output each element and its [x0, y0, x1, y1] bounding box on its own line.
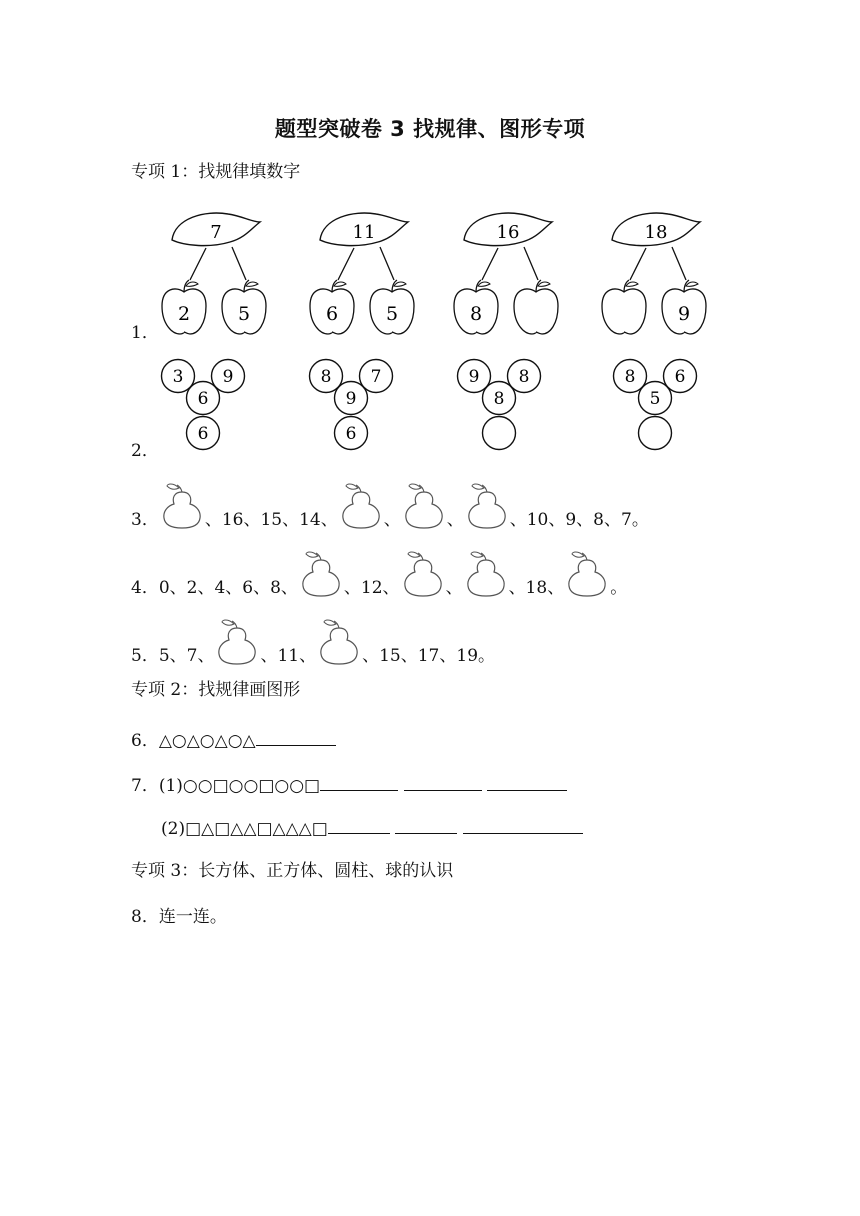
- circle-top-left-number: 8: [624, 367, 636, 387]
- question-3-number: 3．: [131, 510, 159, 530]
- page-title: 题型突破卷 3 找规律、图形专项: [274, 117, 586, 141]
- question-3-text-1: 、16、15、14、: [204, 510, 338, 530]
- pear-body-icon: [343, 492, 379, 528]
- apple-leaf-icon: [334, 282, 346, 286]
- question-1-number: 1．: [131, 323, 159, 343]
- question-4-text-1: 0、2、4、6、8、: [158, 578, 298, 598]
- question-5-text-1: 5、7、: [158, 646, 215, 666]
- section-1-heading: 专项 1：找规律填数字: [131, 162, 301, 182]
- circle-middle-number: 8: [493, 389, 505, 409]
- question-6: [131, 727, 336, 753]
- section-3-heading: 专项 3：长方体、正方体、圆柱、球的认识: [131, 861, 454, 881]
- answer-blank[interactable]: [320, 772, 398, 791]
- circle-top-right-number: 8: [518, 367, 530, 387]
- connector-line: [190, 248, 206, 280]
- question-3: [131, 470, 649, 530]
- pear-icon: [564, 548, 610, 598]
- question-7-number: 7．: [131, 776, 159, 796]
- apple-left: [454, 280, 498, 334]
- question-3-text-4: 、10、9、8、7。: [509, 510, 649, 530]
- pear-body-icon: [321, 628, 357, 664]
- pear-blank-icon[interactable]: [316, 616, 362, 666]
- question-8-text: 连一连。: [158, 907, 227, 927]
- question-8-number: 8．: [131, 907, 159, 927]
- pear-icon: [400, 548, 446, 598]
- question-4: [131, 538, 627, 598]
- question-8: [131, 905, 227, 929]
- circle-top-right-number: 6: [674, 367, 686, 387]
- apple-leaf-icon: [246, 282, 258, 286]
- question-4-text-5: 。: [610, 578, 628, 598]
- circle-top-right-number: 7: [370, 367, 382, 387]
- circle-top-right-number: 9: [222, 367, 234, 387]
- apple-left: [162, 280, 206, 334]
- answer-blank[interactable]: [256, 727, 336, 746]
- question-7-part-2-label: (2): [161, 819, 186, 839]
- circle-middle-number: 5: [649, 389, 661, 409]
- pear-icon: [298, 548, 344, 598]
- circle-cluster: [162, 360, 245, 450]
- question-7-part-2-pattern: □△□△△□△△△□: [185, 819, 328, 839]
- apple-right: [662, 280, 706, 334]
- question-7-part-1: [131, 772, 567, 798]
- pear-blank-icon[interactable]: [338, 480, 384, 530]
- question-4-text-3: 、: [445, 578, 463, 598]
- circle-bottom-number: 6: [197, 424, 209, 444]
- apple-number: 5: [385, 303, 399, 325]
- answer-blank[interactable]: [328, 815, 390, 834]
- question-5-number: 5．: [131, 646, 159, 666]
- apple-leaf-icon: [686, 282, 698, 286]
- pear-icon: [464, 480, 510, 530]
- pear-icon: [401, 480, 447, 530]
- question-7-part-2: [161, 815, 583, 841]
- apple-left: [602, 280, 646, 334]
- pear-icon: [338, 480, 384, 530]
- answer-blank[interactable]: [487, 772, 567, 791]
- pear-blank-icon[interactable]: [464, 480, 510, 530]
- leaf-number: 18: [644, 222, 668, 243]
- apple-number: 9: [677, 303, 691, 325]
- answer-blank[interactable]: [463, 815, 583, 834]
- pear-blank-icon[interactable]: [159, 480, 205, 530]
- apple-right: [222, 280, 266, 334]
- question-3-text-3: 、: [446, 510, 464, 530]
- apple-leaf-icon: [394, 282, 406, 286]
- pear-body-icon: [406, 492, 442, 528]
- leaf-number: 16: [496, 222, 520, 243]
- leaf-number: 11: [352, 222, 376, 243]
- circle-cluster: [614, 360, 697, 450]
- pear-blank-icon[interactable]: [400, 548, 446, 598]
- circle-top-left-number: 9: [468, 367, 480, 387]
- pear-icon: [316, 616, 362, 666]
- leaf-apple-group: [162, 213, 266, 334]
- answer-blank[interactable]: [395, 815, 457, 834]
- circle-top-left-number: 3: [172, 367, 184, 387]
- apple-icon: [602, 289, 646, 334]
- pear-blank-icon[interactable]: [463, 548, 509, 598]
- pear-icon: [463, 548, 509, 598]
- question-4-number: 4．: [131, 578, 159, 598]
- connector-line: [232, 247, 246, 280]
- section-2-heading: 专项 2：找规律画图形: [131, 680, 301, 700]
- question-6-number: 6．: [131, 731, 159, 751]
- pear-blank-icon[interactable]: [298, 548, 344, 598]
- question-5-text-3: 、15、17、19。: [362, 646, 496, 666]
- circle-bottom: [483, 417, 516, 450]
- question-5: [131, 606, 495, 666]
- leaf-apple-group: [454, 213, 558, 334]
- circle-cluster: [310, 360, 393, 450]
- question-7-part-1-pattern: ○○□○○□○○□: [182, 776, 321, 796]
- connector-line: [338, 248, 354, 280]
- apple-number: 5: [237, 303, 251, 325]
- pear-blank-icon[interactable]: [401, 480, 447, 530]
- pear-blank-icon[interactable]: [564, 548, 610, 598]
- connector-line: [380, 247, 394, 280]
- pear-body-icon: [467, 560, 503, 596]
- question-4-text-4: 、18、: [508, 578, 565, 598]
- apple-left: [310, 280, 354, 334]
- question-3-text-2: 、: [383, 510, 401, 530]
- leaf-apple-group: [602, 213, 706, 334]
- q1-leaf-apple-figures: [150, 200, 730, 340]
- pear-body-icon: [569, 560, 605, 596]
- circle-bottom: [639, 417, 672, 450]
- pear-body-icon: [303, 560, 339, 596]
- circle-bottom-number: 6: [345, 424, 357, 444]
- apple-right: [514, 280, 558, 334]
- connector-line: [672, 247, 686, 280]
- pear-body-icon: [219, 628, 255, 664]
- leaf-apple-group: [310, 213, 414, 334]
- question-2-number: 2．: [131, 441, 159, 461]
- question-5-text-2: 、11、: [260, 646, 317, 666]
- question-7-part-1-label: (1): [158, 776, 183, 796]
- answer-blank[interactable]: [404, 772, 482, 791]
- pear-icon: [214, 616, 260, 666]
- leaf-number: 7: [210, 222, 222, 243]
- apple-leaf-icon: [186, 282, 198, 286]
- apple-number: 8: [469, 303, 483, 325]
- circle-middle-number: 9: [345, 389, 357, 409]
- pear-body-icon: [164, 492, 200, 528]
- circle-top-left-number: 8: [320, 367, 332, 387]
- apple-icon: [514, 289, 558, 334]
- apple-right: [370, 280, 414, 334]
- apple-number: 2: [177, 303, 191, 325]
- pear-body-icon: [469, 492, 505, 528]
- circle-cluster: [458, 360, 541, 450]
- connector-line: [524, 247, 538, 280]
- apple-number: 6: [325, 303, 339, 325]
- connector-line: [482, 248, 498, 280]
- question-6-pattern: △○△○△○△: [158, 731, 256, 751]
- pear-icon: [159, 480, 205, 530]
- circle-middle-number: 6: [197, 389, 209, 409]
- question-4-text-2: 、12、: [343, 578, 400, 598]
- apple-leaf-icon: [538, 282, 550, 286]
- apple-leaf-icon: [626, 282, 638, 286]
- apple-leaf-icon: [478, 282, 490, 286]
- pear-blank-icon[interactable]: [214, 616, 260, 666]
- q2-circle-figures: [150, 355, 730, 455]
- pear-body-icon: [404, 560, 440, 596]
- connector-line: [630, 248, 646, 280]
